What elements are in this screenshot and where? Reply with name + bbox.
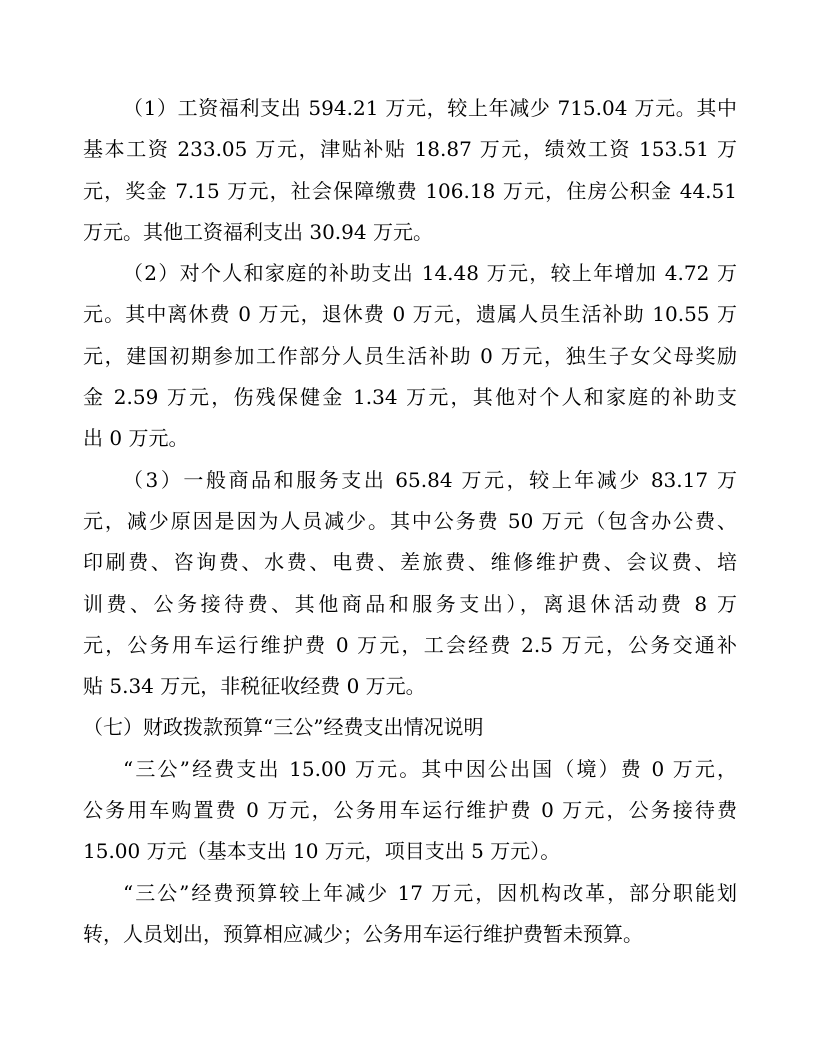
text-line: 万元。其他工资福利支出 30.94 万元。: [83, 219, 433, 244]
text-line: 公务用车购置费 0 万元，公务用车运行维护费 0 万元，公务接待费: [83, 798, 737, 823]
text-line: 训费、公务接待费、其他商品和服务支出），离退休活动费 8 万: [83, 591, 737, 616]
text-line: （2）对个人和家庭的补助支出 14.48 万元，较上年增加 4.72 万: [123, 261, 737, 286]
heading-section-seven-three-public: [83, 707, 737, 748]
text-line: 印刷费、咨询费、水费、电费、差旅费、维修维护费、会议费、培: [83, 550, 737, 575]
section-heading-line: （七）财政拨款预算“三公”经费支出情况说明: [83, 715, 484, 740]
text-line: 元。其中离休费 0 万元，退休费 0 万元，遗属人员生活补助 10.55 万: [83, 302, 737, 327]
text-line: 元，奖金 7.15 万元，社会保障缴费 106.18 万元，住房公积金 44.51: [83, 178, 737, 203]
para-2-individual-family-subsidy: [83, 253, 737, 459]
text-line: 15.00 万元（基本支出 10 万元，项目支出 5 万元）。: [83, 839, 561, 864]
text-line: 元，公务用车运行维护费 0 万元，工会经费 2.5 万元，公务交通补: [83, 632, 737, 657]
text-line: 转，人员划出，预算相应减少；公务用车运行维护费暂未预算。: [83, 921, 643, 946]
text-line: 元，减少原因是因为人员减少。其中公务费 50 万元（包含办公费、: [83, 508, 737, 533]
text-line: 贴 5.34 万元，非税征收经费 0 万元。: [83, 674, 426, 699]
para-1-salary-welfare-expenditure: [83, 88, 737, 253]
text-line: 元，建国初期参加工作部分人员生活补助 0 万元，独生子女父母奖励: [83, 343, 737, 368]
text-line: （1）工资福利支出 594.21 万元，较上年减少 715.04 万元。其中: [123, 96, 737, 120]
para-4-three-public-expenditure-detail: [83, 749, 737, 873]
para-5-three-public-budget-decrease: [83, 873, 737, 956]
para-3-general-goods-services: [83, 460, 737, 708]
text-line: 金 2.59 万元，伤残保健金 1.34 万元，其他对个人和家庭的补助支: [83, 385, 737, 410]
text-line: “三公”经费预算较上年减少 17 万元，因机构改革，部分职能划: [123, 880, 737, 905]
text-line: “三公”经费支出 15.00 万元。其中因公出国（境）费 0 万元，: [123, 756, 737, 781]
document-body: [83, 88, 737, 955]
text-line: 出 0 万元。: [83, 426, 189, 451]
text-line: 基本工资 233.05 万元，津贴补贴 18.87 万元，绩效工资 153.51 万: [83, 137, 737, 162]
text-line: （3）一般商品和服务支出 65.84 万元，较上年减少 83.17 万: [123, 467, 737, 492]
